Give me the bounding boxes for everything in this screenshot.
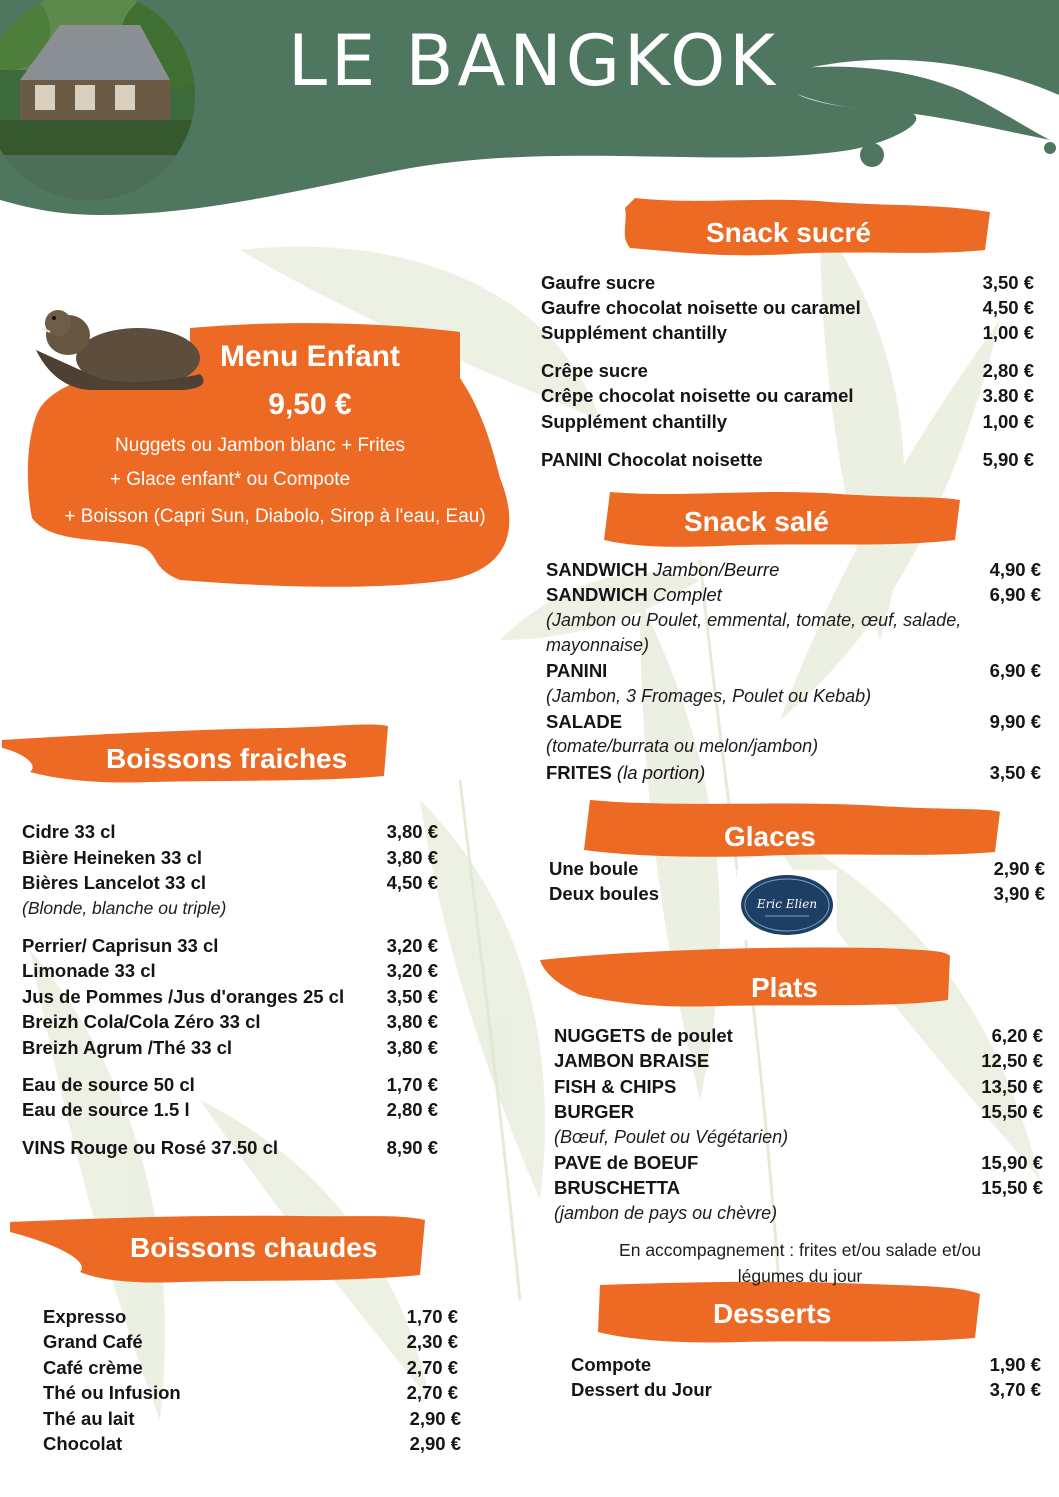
boissons-fraiches-title: Boissons fraiches bbox=[106, 743, 348, 774]
list-item: Eau de source 50 cl bbox=[22, 1074, 195, 1095]
item-price: 2,70 € bbox=[406, 1382, 458, 1403]
list-item: Supplément chantilly bbox=[541, 322, 728, 343]
item-price: 1,90 € bbox=[989, 1354, 1041, 1375]
item-price: 2,90 € bbox=[993, 858, 1045, 879]
list-item: Dessert du Jour bbox=[571, 1379, 712, 1400]
item-price: 9,90 € bbox=[989, 711, 1041, 732]
item-note: (Jambon ou Poulet, emmental, tomate, œuf, salade, bbox=[546, 610, 962, 630]
list-item: Grand Café bbox=[43, 1331, 143, 1352]
item-price: 12,50 € bbox=[981, 1050, 1043, 1071]
list-item: VINS Rouge ou Rosé 37.50 cl bbox=[22, 1137, 278, 1158]
item-note: (Bœuf, Poulet ou Végétarien) bbox=[554, 1127, 789, 1147]
item-price: 3.80 € bbox=[982, 385, 1034, 406]
logo-text: Eric Elien bbox=[756, 897, 818, 911]
item-price: 3,80 € bbox=[386, 1011, 438, 1032]
item-price: 13,50 € bbox=[981, 1076, 1043, 1097]
list-item: Eau de source 1.5 l bbox=[22, 1099, 190, 1120]
list-item: Gaufre chocolat noisette ou caramel bbox=[541, 297, 861, 318]
list-item: Deux boules bbox=[549, 883, 659, 904]
snack-sale-title: Snack salé bbox=[684, 506, 829, 537]
item-price: 8,90 € bbox=[386, 1137, 438, 1158]
item-price: 3,50 € bbox=[989, 762, 1041, 783]
kids-menu-line3: + Boisson (Capri Sun, Diabolo, Sirop à l'eau, Eau) bbox=[64, 506, 486, 527]
item-price: 1,00 € bbox=[982, 322, 1034, 343]
kids-menu-price: 9,50 € bbox=[268, 388, 352, 421]
plats-footnote-line2: légumes du jour bbox=[737, 1266, 863, 1286]
list-item: Perrier/ Caprisun 33 cl bbox=[22, 935, 219, 956]
item-price: 2,90 € bbox=[409, 1408, 461, 1429]
kids-menu-title: Menu Enfant bbox=[220, 340, 400, 373]
list-item: PAVE de BOEUF bbox=[554, 1152, 699, 1173]
list-item: Compote bbox=[571, 1354, 652, 1375]
item-price: 2,30 € bbox=[406, 1331, 458, 1352]
item-note: mayonnaise) bbox=[546, 635, 650, 655]
list-item: JAMBON BRAISE bbox=[554, 1050, 710, 1071]
item-price: 3,80 € bbox=[386, 847, 438, 868]
list-item: Crêpe sucre bbox=[541, 360, 648, 381]
kids-menu-line2: + Glace enfant* ou Compote bbox=[109, 469, 351, 490]
list-item: Expresso bbox=[43, 1306, 127, 1327]
kids-menu-line1: Nuggets ou Jambon blanc + Frites bbox=[115, 435, 405, 456]
list-item: Bière Heineken 33 cl bbox=[22, 847, 202, 868]
list-item: Chocolat bbox=[43, 1433, 123, 1454]
list-item: SANDWICH Complet bbox=[546, 584, 722, 605]
item-note: (Blonde, blanche ou triple) bbox=[22, 898, 227, 918]
list-item: Cidre 33 cl bbox=[22, 821, 116, 842]
list-item: Supplément chantilly bbox=[541, 411, 728, 432]
item-price: 15,50 € bbox=[981, 1177, 1043, 1198]
item-price: 1,70 € bbox=[386, 1074, 438, 1095]
list-item: Une boule bbox=[549, 858, 639, 879]
list-item: BURGER bbox=[554, 1101, 635, 1122]
item-price: 4,50 € bbox=[386, 872, 438, 893]
page-title: LE BANGKOK bbox=[288, 20, 780, 102]
list-item: Breizh Agrum /Thé 33 cl bbox=[22, 1037, 233, 1058]
item-price: 3,50 € bbox=[982, 272, 1034, 293]
item-note: (jambon de pays ou chèvre) bbox=[554, 1203, 778, 1223]
list-item: Limonade 33 cl bbox=[22, 960, 156, 981]
glaces-title: Glaces bbox=[724, 821, 816, 852]
item-price: 3,80 € bbox=[386, 1037, 438, 1058]
snack-sucre-title: Snack sucré bbox=[706, 217, 871, 248]
item-price: 15,90 € bbox=[981, 1152, 1043, 1173]
item-price: 1,70 € bbox=[406, 1306, 458, 1327]
ice-cream-brand-logo bbox=[737, 870, 837, 940]
item-price: 2,80 € bbox=[982, 360, 1034, 381]
item-price: 6,20 € bbox=[991, 1025, 1043, 1046]
item-price: 3,20 € bbox=[386, 935, 438, 956]
item-price: 5,90 € bbox=[982, 449, 1034, 470]
item-price: 4,90 € bbox=[989, 559, 1041, 580]
list-item: NUGGETS de poulet bbox=[554, 1025, 733, 1046]
item-price: 6,90 € bbox=[989, 584, 1041, 605]
item-price: 2,80 € bbox=[386, 1099, 438, 1120]
list-item: Café crème bbox=[43, 1357, 143, 1378]
list-item: BRUSCHETTA bbox=[554, 1177, 681, 1198]
list-item: Thé au lait bbox=[43, 1408, 135, 1429]
list-item: FRITES (la portion) bbox=[546, 762, 706, 783]
list-item: SALADE bbox=[546, 711, 623, 732]
item-price: 3,90 € bbox=[993, 883, 1045, 904]
list-item: Crêpe chocolat noisette ou caramel bbox=[541, 385, 854, 406]
list-item: Breizh Cola/Cola Zéro 33 cl bbox=[22, 1011, 261, 1032]
item-note: (tomate/burrata ou melon/jambon) bbox=[546, 736, 819, 756]
item-price: 15,50 € bbox=[981, 1101, 1043, 1122]
list-item: Thé ou Infusion bbox=[43, 1382, 181, 1403]
item-price: 3,80 € bbox=[386, 821, 438, 842]
item-price: 2,90 € bbox=[409, 1433, 461, 1454]
list-item: Jus de Pommes /Jus d'oranges 25 cl bbox=[22, 986, 345, 1007]
list-item: PANINI Chocolat noisette bbox=[541, 449, 763, 470]
item-price: 4,50 € bbox=[982, 297, 1034, 318]
list-item: SANDWICH Jambon/Beurre bbox=[546, 559, 780, 580]
item-note: (Jambon, 3 Fromages, Poulet ou Kebab) bbox=[546, 686, 872, 706]
list-item: Bières Lancelot 33 cl bbox=[22, 872, 207, 893]
item-price: 2,70 € bbox=[406, 1357, 458, 1378]
item-price: 3,20 € bbox=[386, 960, 438, 981]
list-item: FISH & CHIPS bbox=[554, 1076, 677, 1097]
item-price: 3,50 € bbox=[386, 986, 438, 1007]
boissons-chaudes-title: Boissons chaudes bbox=[130, 1232, 378, 1263]
list-item: PANINI bbox=[546, 660, 608, 681]
plats-footnote-line1: En accompagnement : frites et/ou salade et/ou bbox=[619, 1240, 981, 1260]
plats-title: Plats bbox=[751, 972, 818, 1003]
list-item: Gaufre sucre bbox=[541, 272, 656, 293]
item-price: 3,70 € bbox=[989, 1379, 1041, 1400]
item-price: 1,00 € bbox=[982, 411, 1034, 432]
item-price: 6,90 € bbox=[989, 660, 1041, 681]
desserts-title: Desserts bbox=[713, 1298, 832, 1329]
